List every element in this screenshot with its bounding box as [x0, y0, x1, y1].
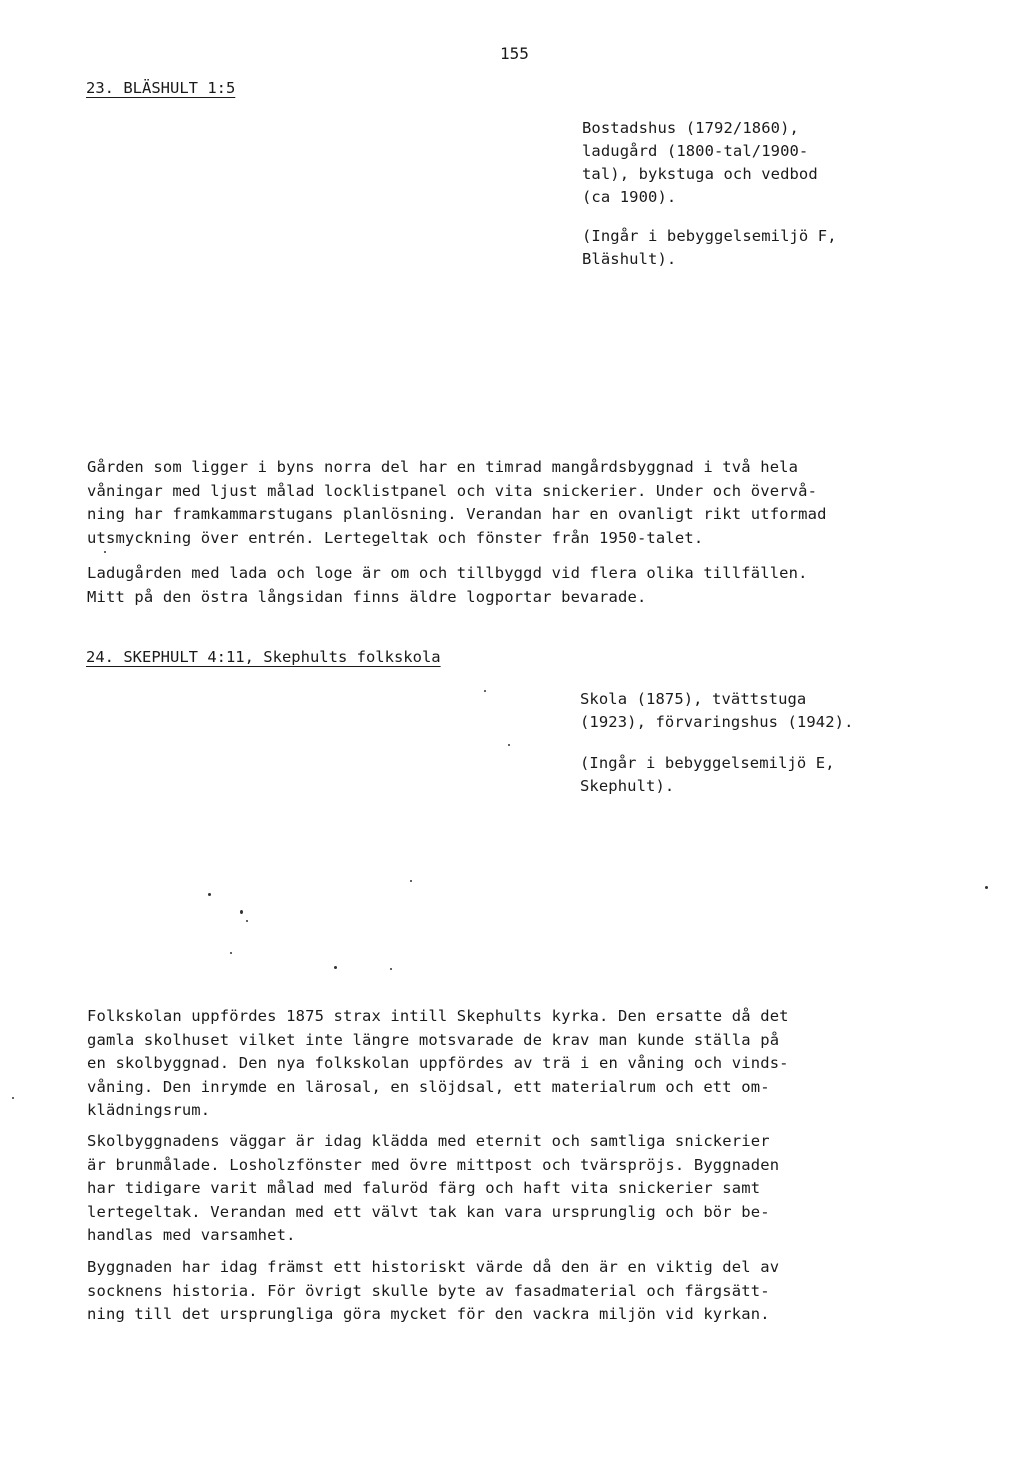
scan-speck [484, 690, 486, 692]
section-23-barn-paragraph: Ladugården med lada och loge är om och tillbyggd vid flera olika tillfällen. Mitt på den östra långsidan finns äldre logportar bevarade. [87, 564, 808, 606]
section-23-description-paragraph: Gården som ligger i byns norra del har en timrad mangårdsbyggnad i två hela våningar med ljust målad locklistpanel och vita snickerier. Under och övervå- ning har framkammarstugans planlösning. Verandan har en ovanligt rikt utformad utsmyckning över entrén. Lertegeltak och fönster från 1950-talet. [87, 458, 827, 547]
section-23-building-list: Bostadshus (1792/1860), ladugård (1800-tal/1900- tal), bykstuga och vedbod (ca 1900). [582, 119, 818, 206]
section-24-building-list: Skola (1875), tvättstuga (1923), förvaringshus (1942). [580, 690, 854, 731]
scan-speck [390, 968, 392, 970]
section-24-heading: 24. SKEPHULT 4:11, Skephults folkskola [86, 648, 441, 666]
scan-speck [230, 952, 232, 954]
section-23-heading: 23. BLÄSHULT 1:5 [86, 79, 236, 97]
scan-speck [12, 1097, 14, 1099]
scan-speck [334, 966, 337, 969]
scan-speck [246, 920, 248, 922]
section-24-history-paragraph: Folkskolan uppfördes 1875 strax intill Skephults kyrka. Den ersatte då det gamla skolhuset vilket inte längre motsvarade de krav man kunde ställa på en skolbyggnad. Den nya folkskolan uppfördes av trä i en våning och vinds- våning. Den inrymde en lärosal, en slöjdsal, ett materialrum och ett om- klädningsrum. [87, 1007, 789, 1119]
section-24-condition-paragraph: Skolbyggnadens väggar är idag klädda med eternit och samtliga snickerier är brunmålade. Losholzfönster med övre mittpost och tvärspröjs. Byggnaden har tidigare varit målad med faluröd färg och haft vita snickerier samt lertegeltak. Verandan med ett välvt tak kan vara ursprunglig och bör be- handlas med varsamhet. [87, 1132, 780, 1244]
scan-speck [240, 910, 243, 914]
scan-speck [508, 744, 510, 746]
section-24-environment-reference: (Ingår i bebyggelsemiljö E, Skephult). [580, 754, 835, 795]
page-number: 155 [500, 44, 529, 63]
scan-speck [410, 880, 412, 882]
scan-speck [208, 893, 211, 896]
scan-speck [104, 551, 106, 553]
section-24-value-paragraph: Byggnaden har idag främst ett historiskt värde då den är en viktig del av socknens historia. För övrigt skulle byte av fasadmaterial och färgsätt- ning till det ursprungliga göra mycket för den vackra miljön vid kyrkan. [87, 1258, 780, 1323]
section-23-environment-reference: (Ingår i bebyggelsemiljö F, Bläshult). [582, 227, 837, 268]
scan-speck [985, 886, 988, 889]
